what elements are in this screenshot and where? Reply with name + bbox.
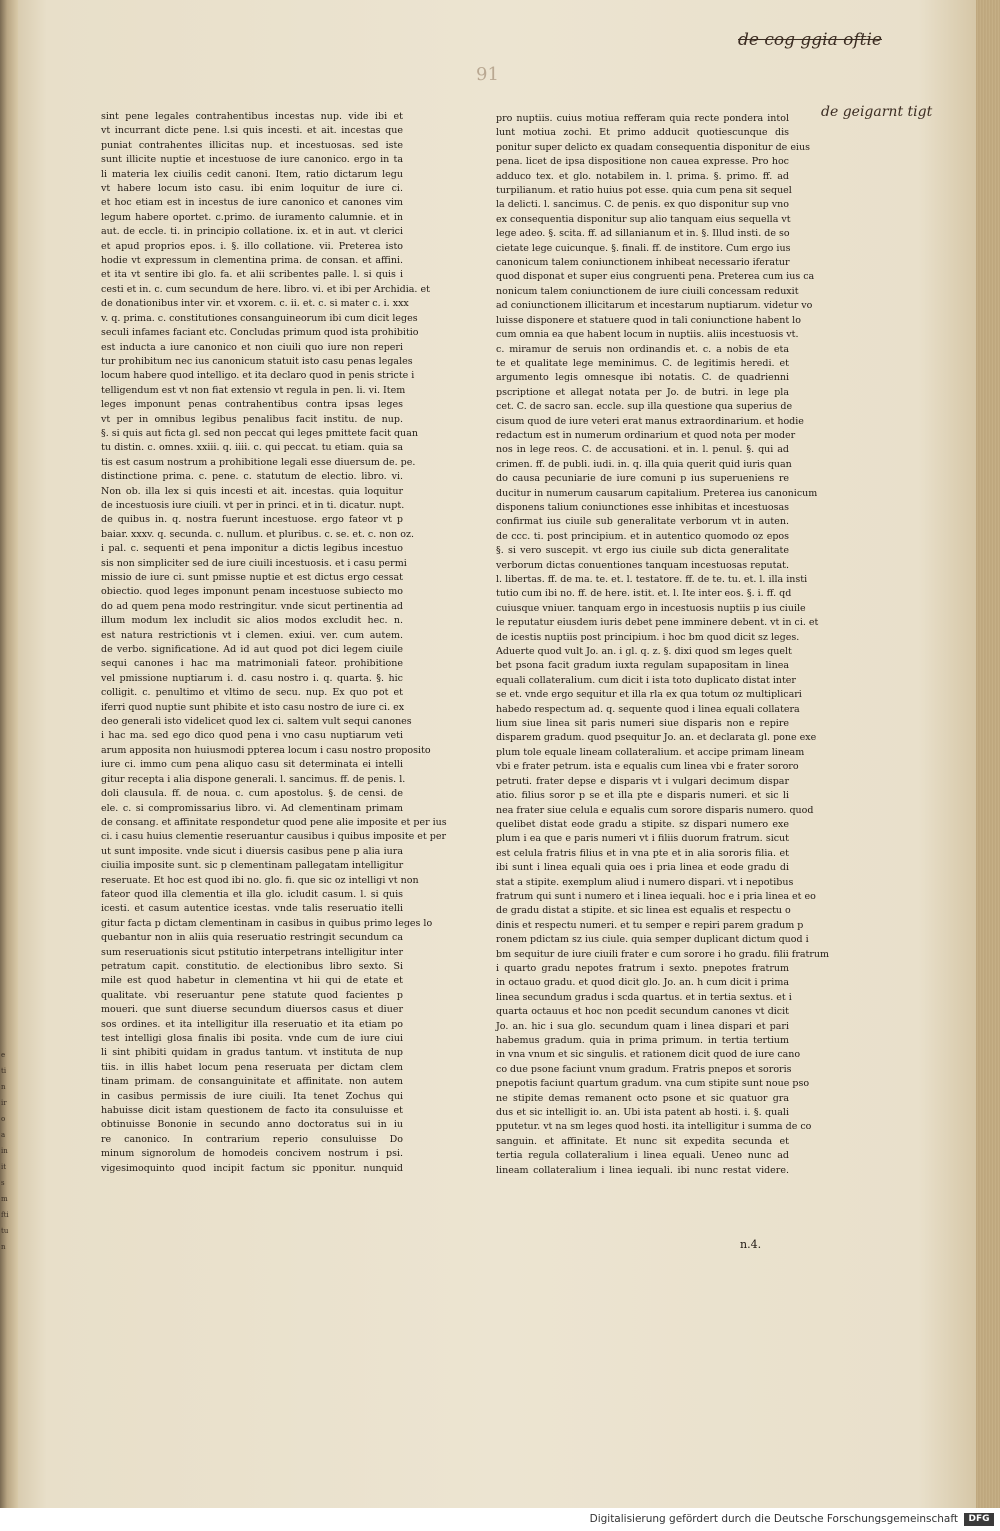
book-page <box>18 0 976 1508</box>
text-line: iure ci. immo cum pena aliquo casu sit determinata ei intelli <box>101 759 403 771</box>
text-line: ponitur super delicto ex quadam consequentia disponitur de eius <box>496 141 810 153</box>
text-line: cesti et in. c. cum secundum de here. libro. vi. et ibi per Archidia. et <box>101 283 430 295</box>
text-line: hodie vt expressum in clementina prima. de consan. et affini. <box>101 255 403 267</box>
text-line: disparem gradum. quod psequitur Jo. an. et declarata gl. pone exe <box>496 732 817 744</box>
text-line: de ccc. ti. post principium. et in autentico quomodo oz epos <box>496 530 789 542</box>
text-line: missio de iure ci. sunt pmisse nuptie et est dictus ergo cessat <box>101 572 403 583</box>
text-line: li materia lex ciuilis cedit canoni. Item, ratio dictarum legu <box>101 168 403 180</box>
previous-page-edge <box>0 0 18 1508</box>
text-line: sum reseruationis sicut pstitutio interpetrans intelligitur inter <box>101 946 403 958</box>
dfg-logo: DFG <box>964 1513 994 1526</box>
text-line: ducitur in numerum causarum capitalium. Preterea ius canonicum <box>496 487 818 499</box>
text-line: tinam primam. de consanguinitate et affinitate. non autem <box>101 1076 403 1088</box>
text-line: crimen. ff. de publi. iudi. in. q. illa quia querit quid iuris quan <box>496 458 792 470</box>
text-line: quarta octauus et hoc non pcedit secundum canones vt dicit <box>496 1006 789 1018</box>
text-line: plum tole equale lineam collateralium. et accipe primam lineam <box>496 746 805 758</box>
text-line: minum signorolum de homodeis concivem nostrum i psi. <box>101 1148 403 1160</box>
text-line: li sint phibiti quidam in gradus tantum. vt instituta de nup <box>101 1047 403 1059</box>
text-line: i quarto gradu nepotes fratrum i sexto. pnepotes fratrum <box>496 962 789 974</box>
text-line: icesti. et casum autentice icestas. vnde talis reseruatio itelli <box>101 903 403 915</box>
prev-page-text-fragment: m <box>1 1195 8 1203</box>
text-line: vt incurrant dicte pene. l.si quis incesti. et ait. incestas que <box>101 125 403 137</box>
text-line: locum habere quod intelligo. et ita declaro quod in penis stricte i <box>101 370 415 382</box>
text-line: moueri. que sunt diuerse secundum diuersos casus et diuer <box>101 1004 403 1016</box>
prev-page-text-fragment: fti <box>1 1211 9 1219</box>
text-line: ne stipite demas remanent octo psone et sic quatuor gra <box>496 1092 789 1104</box>
prev-page-text-fragment: o <box>1 1115 6 1123</box>
text-line: luisse disponere et statuere quod in tali coniunctione habent lo <box>496 314 801 326</box>
text-line: doli clausula. ff. de noua. c. cum apostolus. §. de censi. de <box>101 788 403 800</box>
text-line: cet. C. de sacro san. eccle. sup illa questione qua superius de <box>496 401 793 413</box>
prev-page-text-fragment: it <box>1 1163 7 1171</box>
text-line: petratum capit. constitutio. de electionibus libro sexto. Si <box>101 960 403 972</box>
prev-page-text-fragment: ir <box>1 1099 7 1107</box>
text-line: tiis. in illis habet locum pena reseruata per dictam clem <box>101 1061 403 1073</box>
text-line: atio. filius soror p se et illa pte e disparis numeri. et sic li <box>496 790 789 802</box>
handwritten-note-margin: de geigarnt tigt <box>821 104 933 120</box>
text-line: tis est casum nostrum a prohibitione legali esse diuersum de. pe. <box>101 456 416 468</box>
text-line: distinctione prima. c. pene. c. statutum de electio. libro. vi. <box>101 471 403 483</box>
text-line: ele. c. si compromissarius libro. vi. Ad clementinam primam <box>101 802 403 814</box>
text-line: quebantur non in aliis quia reseruatio restringit secundum ca <box>101 932 403 944</box>
text-line: est natura restrictionis vt i clemen. exiui. ver. cum autem. <box>101 629 403 641</box>
text-line: reseruate. Et hoc est quod ibi no. glo. fi. que sic oz intelligi vt non <box>101 874 419 886</box>
text-line: quod disponat et super eius congruenti pena. Preterea cum ius ca <box>496 271 815 283</box>
text-line: ci. i casu huius clementie reseruantur causibus i quibus imposite et per <box>101 831 446 843</box>
text-line: sos ordines. et ita intelligitur illa reseruatio et ita etiam po <box>101 1018 403 1030</box>
text-line: habedo respectum ad. q. sequente quod i linea equali collatera <box>496 703 800 715</box>
text-line: §. si vero suscepit. vt ergo ius ciuile sub dicta generalitate <box>496 545 789 557</box>
text-line: habemus gradum. quia in prima primum. in tertia tertium <box>496 1035 789 1046</box>
text-line: sequi canones i hac ma matrimoniali fateor. prohibitione <box>101 658 403 670</box>
text-line: illum modum lex includit sic alios modos excludit hec. n. <box>101 615 403 627</box>
text-line: lineam collateralium i linea iequali. ibi nunc restat videre. <box>496 1164 789 1176</box>
text-line: puniat contrahentes illicitas nup. et incestuosas. sed iste <box>101 139 403 151</box>
text-line: se et. vnde ergo sequitur et illa rla ex qua totum oz multiplicari <box>496 689 802 701</box>
text-line: Non ob. illa lex si quis incesti et ait. incestas. quia loquitur <box>101 485 403 497</box>
text-line: ex consequentia disponitur sup alio tanquam eius sequella vt <box>496 213 791 225</box>
text-line: nonicum talem coniunctionem de iure ciuili concessam reduxit <box>496 285 799 297</box>
prev-page-text-fragment: in <box>1 1147 8 1155</box>
prev-page-text-fragment: n <box>1 1083 6 1091</box>
text-line: est celula fratris filius et in vna pte et in alia sororis filia. et <box>496 847 789 859</box>
text-line: gitur facta p dictam clementinam in casibus in quibus primo leges lo <box>101 917 433 929</box>
text-line: Jo. an. hic i sua glo. secundum quam i linea dispari et pari <box>496 1020 789 1032</box>
text-line: iferri quod nuptie sunt phibite et isto casu nostro de iure ci. ex <box>101 701 405 713</box>
text-line: ibi sunt i linea equali quia oes i pria linea et eode gradu di <box>496 862 789 874</box>
text-line: tu distin. c. omnes. xxiii. q. iiii. c. qui peccat. tu etiam. quia sa <box>101 442 403 454</box>
text-line: habuisse dicit istam questionem de facto ita consuluisse et <box>101 1105 403 1117</box>
text-line: linea secundum gradus i scda quartus. et in tertia sextus. et i <box>496 991 792 1003</box>
text-line: nos in lege reos. C. de accusationi. et in. l. penul. §. qui ad <box>496 444 789 456</box>
text-line: disponens talium coniunctiones esse inhibitas et incestuosas <box>496 501 789 513</box>
text-line: co due psone faciunt vnum gradum. Fratris pnepos et sororis <box>496 1063 792 1075</box>
text-line: cum omnia ea que habent locum in nuptiis. aliis incestuosis vt. <box>496 329 799 341</box>
text-line: tur prohibitum nec ius canonicum statuit isto casu penas legales <box>101 355 413 367</box>
text-line: lium siue linea sit paris numeri siue disparis non e repire <box>496 718 789 730</box>
text-line: pena. licet de ipsa dispositione non cauea expresse. Pro hoc <box>496 156 789 168</box>
text-line: de donationibus inter vir. et vxorem. c. ii. et. c. si mater c. i. xxx <box>101 298 409 310</box>
text-line: fateor quod illa clementia et illa glo. icludit casum. l. si quis <box>101 888 403 900</box>
text-line: dinis et respectu numeri. et tu semper e repiri parem gradum p <box>496 919 804 931</box>
text-line: lege adeo. §. scita. ff. ad sillanianum et in. §. Illud insti. de so <box>496 228 790 240</box>
page-stack-edge <box>976 0 1000 1508</box>
text-line: petruti. frater depse e disparis vt i vulgari decimum dispar <box>496 775 789 787</box>
text-column-right <box>496 112 830 1240</box>
text-line: vel pmissione nuptiarum i. d. casu nostro i. q. quarta. §. hic <box>101 672 403 684</box>
text-line: de gradu distat a stipite. et sic linea est equalis et respectu o <box>496 905 791 917</box>
text-line: bet psona facit gradum iuxta regulam supapositam in linea <box>496 660 789 672</box>
text-line: de quibus in. q. nostra fuerunt incestuose. ergo fateor vt p <box>101 514 403 526</box>
text-line: et ita vt sentire ibi glo. fa. et alii scribentes palle. l. si quis i <box>101 269 403 281</box>
text-line: deo generali isto videlicet quod lex ci. saltem vult sequi canones <box>101 716 412 728</box>
text-line: mile est quod habetur in clementina vt hii qui de etate et <box>101 975 403 987</box>
handwritten-note-top: de cog ggia oftie <box>738 30 882 50</box>
text-line: stat a stipite. exemplum aliud i numero dispari. vt i nepotibus <box>496 876 794 888</box>
text-line: pro nuptiis. cuius motiua refferam quia recte pondera intol <box>496 113 789 124</box>
text-line: obiectio. quod leges imponunt penam incestuose subiecto mo <box>101 586 403 598</box>
text-line: tertia regula collateralium i linea equali. Ueneo nunc ad <box>496 1150 789 1162</box>
text-line: adduco tex. et glo. notabilem in. l. prima. §. primo. ff. ad <box>496 170 789 182</box>
text-line: plum i ea que e paris numeri vt i filiis duorum fratrum. sicut <box>496 833 789 845</box>
text-line: cuiusque vniuer. tanquam ergo in incestuosis nuptiis p ius ciuile <box>496 602 806 614</box>
text-line: in vna vnum et sic singulis. et rationem dicit quod de iure cano <box>496 1049 801 1061</box>
prev-page-text-fragment: ti <box>1 1067 7 1075</box>
text-line: cisum quod de iure veteri erat manus extraordinarium. et hodie <box>496 415 804 427</box>
text-line: vigesimoquinto quod incipit factum sic pponitur. nunquid <box>101 1162 403 1174</box>
text-line: de incestuosis iure ciuili. vt per in princi. et in ti. dicatur. nupt. <box>101 499 405 511</box>
text-line: turpilianum. et ratio huius pot esse. quia cum pena sit sequel <box>496 185 792 197</box>
text-line: ronem pdictam sz ius ciule. quia semper duplicant dictum quod i <box>496 934 809 946</box>
text-line: re canonico. In contrarium reperio consuluisse Do <box>101 1133 403 1145</box>
text-column-left <box>101 110 447 1246</box>
signature-mark: n.4. <box>740 1238 762 1251</box>
text-line: obtinuisse Bononie in secundo anno doctoratus sui in iu <box>101 1119 403 1131</box>
text-line: gitur recepta i alia dispone generali. l. sancimus. ff. de penis. l. <box>101 773 406 785</box>
text-line: sanguin. et affinitate. Et nunc sit expedita secunda et <box>496 1135 789 1147</box>
text-line: dus et sic intelligit io. an. Ubi ista patent ab hosti. i. §. quali <box>496 1107 789 1119</box>
text-line: vt per in omnibus legibus penalibus facit institu. de nup. <box>101 413 403 425</box>
text-line: bm sequitur de iure ciuili frater e cum sorore i ho gradu. filii fratrum <box>496 948 830 960</box>
funding-credit: Digitalisierung gefördert durch die Deutsche Forschungsgemeinschaft <box>589 1513 958 1525</box>
text-line: verborum dictas conuentiones tanquam incestuosas reputat. <box>496 559 789 571</box>
text-line: confirmat ius ciuile sub generalitate verborum vt in auten. <box>496 516 789 528</box>
text-line: pputetur. vt na sm leges quod hosti. ita intelligitur i summa de co <box>496 1121 812 1133</box>
text-line: Aduerte quod vult Jo. an. i gl. q. z. §. dixi quod sm leges quelt <box>496 646 792 658</box>
text-line: pscriptione et allegat notata per Jo. de butri. in lege pla <box>496 386 789 398</box>
text-line: sint pene legales contrahentibus incestas nup. vide ibi et <box>101 111 403 122</box>
text-line: do causa pecuniarie de iure comuni p ius superueniens re <box>496 473 789 485</box>
text-line: redactum est in numerum ordinarium et quod nota per moder <box>496 429 796 441</box>
text-line: i hac ma. sed ego dico quod pena i vno casu nuptiarum veti <box>101 730 403 742</box>
text-line: ad coniunctionem illicitarum et incestarum nuptiarum. videtur vo <box>496 300 813 312</box>
text-line: cietate lege cuicunque. §. finali. ff. de institore. Cum ergo ius <box>496 242 791 254</box>
text-line: do ad quem pena modo restringitur. vnde sicut pertinentia ad <box>101 600 403 612</box>
text-line: nea frater siue celula e equalis cum sorore disparis numero. quod <box>496 804 814 816</box>
text-line: de icestis nuptiis post principium. i hoc bm quod dicit sz leges. <box>496 631 800 643</box>
text-line: pnepotis faciunt quartum gradum. vna cum stipite sunt noue pso <box>496 1078 810 1090</box>
text-line: est inducta a iure canonico et non ciuili quo iure non reperi <box>101 341 403 353</box>
prev-page-text-fragment: s <box>1 1179 5 1187</box>
prev-page-text-fragment: a <box>1 1131 6 1139</box>
text-line: in octauo gradu. et quod dicit glo. Jo. an. h cum dicit i prima <box>496 977 789 989</box>
text-line: colligit. c. penultimo et vltimo de secu. nup. Ex quo pot et <box>101 687 403 699</box>
text-line: sunt illicite nuptie et incestuose de iure canonico. ergo in ta <box>101 154 403 166</box>
text-line: c. miramur de seruis non ordinandis et. c. a nobis de eta <box>496 343 789 355</box>
pencil-folio-number: 91 <box>476 64 499 85</box>
text-line: de verbo. significatione. Ad id aut quod pot dici legem ciuile <box>101 644 403 656</box>
text-line: le reputatur eiusdem iuris debet pene imminere debent. vt in ci. et <box>496 617 819 629</box>
text-line: seculi infames faciant etc. Concludas primum quod ista prohibitio <box>101 327 419 339</box>
text-line: qualitate. vbi reseruantur pene statute quod facientes p <box>101 989 403 1001</box>
text-line: baiar. xxxv. q. secunda. c. nullum. et pluribus. c. se. et. c. non oz. <box>101 528 414 540</box>
text-line: quelibet distat eode gradu a stipite. sz dispari numero exe <box>496 818 789 830</box>
text-line: arum apposita non huiusmodi ppterea locum i casu nostro proposito <box>101 744 431 756</box>
text-line: vbi e frater petrum. ista e equalis cum linea vbi e frater sororo <box>496 761 799 773</box>
text-line: et apud proprios epos. i. §. illo collatione. vii. Preterea isto <box>101 240 403 252</box>
text-line: argumento legis omnesque ibi notatis. C. de quadrienni <box>496 372 789 384</box>
text-line: §. si quis aut ficta gl. sed non peccat qui leges pmittete facit quan <box>101 427 418 439</box>
text-line: canonicum talem coniunctionem inhibeat necessario iferatur <box>496 257 790 269</box>
text-line: lunt motiua zochi. Et primo adducit quotiescunque dis <box>496 127 789 139</box>
text-line: vt habere locum isto casu. ibi enim loquitur de iure ci. <box>101 183 403 195</box>
text-line: leges imponunt penas contrahentibus contra ipsas leges <box>101 399 403 411</box>
text-line: v. q. prima. c. constitutiones consanguineorum ibi cum dicit leges <box>101 312 418 324</box>
text-line: i pal. c. sequenti et pena imponitur a dictis legibus incestuo <box>101 543 403 555</box>
text-line: l. libertas. ff. de ma. te. et. l. testatore. ff. de te. tu. et. l. illa insti <box>496 574 808 585</box>
text-line: fratrum qui sunt i numero et i linea iequali. hoc e i pria linea et eo <box>496 890 816 902</box>
text-line: aut. de eccle. ti. in principio collatione. ix. et in aut. vt clerici <box>101 226 403 238</box>
text-line: tutio cum ibi no. ff. de here. istit. et. l. Ite inter eos. §. i. ff. qd <box>496 588 792 600</box>
footer-bar <box>0 1508 1000 1531</box>
text-line: ut sunt imposite. vnde sicut i diuersis casibus pene p alia iura <box>101 845 403 857</box>
text-line: test intelligi glosa finalis ibi posita. vnde cum de iure ciui <box>101 1033 403 1044</box>
text-line: in casibus permissis de iure ciuili. Ita tenet Zochus qui <box>101 1090 403 1102</box>
prev-page-text-fragment: e <box>1 1051 6 1059</box>
text-line: legum habere oportet. c.primo. de iuramento calumnie. et in <box>101 211 403 223</box>
prev-page-text-fragment: n <box>1 1243 6 1251</box>
prev-page-text-fragment: tu <box>1 1227 9 1235</box>
text-line: telligendum est vt non fiat extensio vt regula in pen. li. vi. Item <box>101 384 406 396</box>
text-line: et hoc etiam est in incestus de iure canonico et canones vim <box>101 197 403 209</box>
text-line: de consang. et affinitate respondetur quod pene alie imposite et per ius <box>101 816 447 828</box>
text-line: equali collateralium. cum dicit i ista toto duplicato distat inter <box>496 674 796 686</box>
text-line: ciuilia imposite sunt. sic p clementinam pallegatam intelligitur <box>101 860 404 872</box>
text-line: sis non simpliciter sed de iure ciuili incestuosis. et i casu permi <box>101 557 407 569</box>
text-line: te et qualitate lege meminimus. C. de legitimis heredi. et <box>496 357 789 369</box>
text-line: la delicti. l. sancimus. C. de penis. ex quo disponitur sup vno <box>496 199 789 211</box>
